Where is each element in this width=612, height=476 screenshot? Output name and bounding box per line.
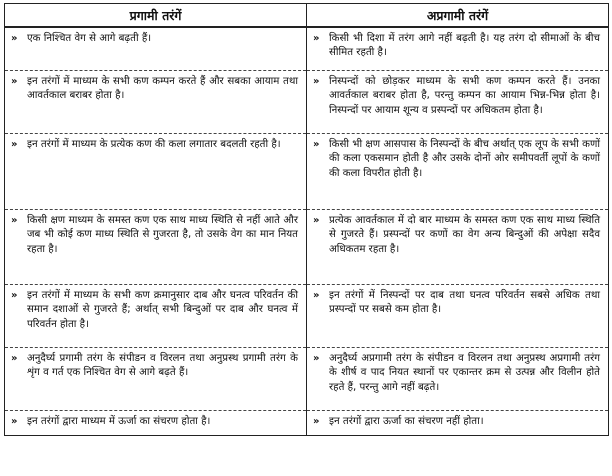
progressive-cell: [5, 134, 307, 210]
header-stationary-waves: अप्रगामी तरंगें: [307, 4, 609, 28]
stationary-text: प्रत्येक आवर्तकाल में दो बार माध्यम के समस्त कण एक साथ माध्य स्थिति से गुजरते हैं। प्रस्पन्दों पर कणों का वेग अन्य बिन्दुओं की अपेक्षा सदैव अधिकतम रहता है।: [329, 215, 600, 255]
progressive-cell: [5, 210, 307, 285]
stationary-text: किसी भी दिशा में तरंग आगे नहीं बढ़ती है। यह तरंग दो सीमाओं के बीच सीमित रहती है।: [329, 33, 600, 59]
bullet-icon: »: [11, 33, 18, 44]
bullet-icon: »: [11, 139, 18, 150]
table-row: [5, 71, 609, 134]
progressive-cell: [5, 285, 307, 348]
stationary-cell: [307, 285, 609, 348]
progressive-text: इन तरंगों में माध्यम के सभी कण क्रमानुसार दाब और घनत्व परिवर्तन की समान दशाओं से गुजरते हैं; अर्थात् सभी बिन्दुओं पर दाब और घनत्व में परिवर्तन होता है।: [27, 290, 298, 330]
bullet-icon: »: [313, 76, 320, 87]
stationary-text: किसी भी क्षण आसपास के निस्पन्दों के बीच अर्थात् एक लूप के सभी कणों की कला एकसमान होती है और उसके दोनों ओर समीपवर्ती लूपों के कणों की कला विपरीत होती है।: [329, 139, 600, 179]
stationary-cell: [307, 411, 609, 436]
bullet-icon: »: [11, 215, 18, 226]
stationary-text: इन तरंगों में निस्पन्दों पर दाब तथा घनत्व परिवर्तन सबसे अधिक तथा प्रस्पन्दों पर सबसे कम होता है।: [329, 290, 600, 316]
stationary-text: अनुदैर्घ्य अप्रगामी तरंग के संपीडन व विरलन तथा अनुप्रस्थ अप्रगामी तरंग के शीर्ष व पाद नियत स्थानों पर एकान्तर क्रम से उत्पन्न और विलीन होते रहते हैं, परन्तु आगे नहीं बढ़ते।: [329, 353, 600, 393]
progressive-text: इन तरंगों में माध्यम के सभी कण कम्पन करते हैं और सबका आयाम तथा आवर्तकाल बराबर होता है।: [27, 76, 298, 102]
progressive-text: अनुदैर्घ्य प्रगामी तरंग के संपीडन व विरलन तथा अनुप्रस्थ प्रगामी तरंग के शृंग व गर्त एक निश्चित वेग से आगे बढ़ते हैं।: [27, 353, 298, 379]
bullet-icon: »: [313, 139, 320, 150]
bullet-icon: »: [313, 416, 320, 427]
stationary-text: इन तरंगों द्वारा ऊर्जा का संचरण नहीं होता।: [329, 416, 484, 427]
table-row: [5, 411, 609, 436]
bullet-icon: »: [313, 215, 320, 226]
bullet-icon: »: [11, 290, 18, 301]
comparison-table: [4, 3, 609, 436]
stationary-cell: [307, 348, 609, 411]
comparison-document: [4, 3, 608, 436]
stationary-cell: [307, 210, 609, 285]
table-row: [5, 134, 609, 210]
progressive-text: इन तरंगों में माध्यम के प्रत्येक कण की कला लगातार बदलती रहती है।: [27, 139, 281, 150]
progressive-cell: [5, 71, 307, 134]
stationary-cell: [307, 71, 609, 134]
bullet-icon: »: [313, 353, 320, 364]
progressive-text: किसी क्षण माध्यम के समस्त कण एक साथ माध्य स्थिति से नहीं आते और जब भी कोई कण माध्य स्थिति से गुजरता है, तो उसके वेग का मान नियत रहता है।: [27, 215, 298, 255]
progressive-cell: [5, 348, 307, 411]
progressive-cell: [5, 27, 307, 71]
table-row: [5, 210, 609, 285]
table-header-row: [5, 4, 609, 28]
stationary-cell: [307, 27, 609, 71]
stationary-text: निस्पन्दों को छोड़कर माध्यम के सभी कण कम्पन करते हैं। उनका आवर्तकाल बराबर होता है, परन्तु कम्पन का आयाम भिन्न-भिन्न होता है। निस्पन्दों पर आयाम शून्य व प्रस्पन्दों पर अधिकतम होता है।: [329, 76, 600, 116]
progressive-text: इन तरंगों द्वारा माध्यम में ऊर्जा का संचरण होता है।: [27, 416, 211, 427]
table-row: [5, 27, 609, 71]
table-row: [5, 348, 609, 411]
bullet-icon: »: [313, 290, 320, 301]
stationary-cell: [307, 134, 609, 210]
table-row: [5, 285, 609, 348]
progressive-text: एक निश्चित वेग से आगे बढ़ती हैं।: [27, 33, 152, 44]
bullet-icon: »: [11, 416, 18, 427]
bullet-icon: »: [11, 353, 18, 364]
bullet-icon: »: [313, 33, 320, 44]
header-progressive-waves: प्रगामी तरंगें: [5, 4, 307, 28]
progressive-cell: [5, 411, 307, 436]
bullet-icon: »: [11, 76, 18, 87]
